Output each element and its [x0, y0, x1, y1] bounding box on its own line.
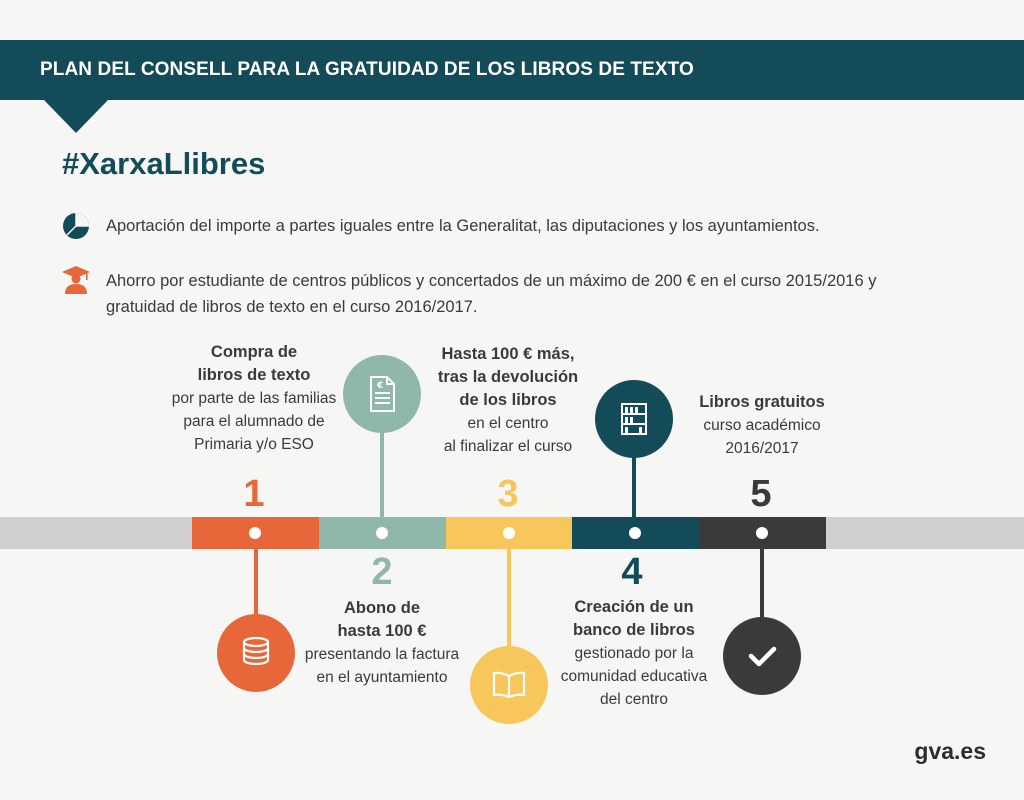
step-text-line: Creación de un [574, 598, 694, 616]
timeline-segment-3 [446, 517, 573, 549]
step-3-stem [507, 549, 511, 647]
step-text-line: Abono de [343, 599, 421, 617]
segment-dot [503, 527, 515, 539]
step-2-text [282, 597, 482, 689]
step-text-line: para el alumnado de [183, 413, 325, 430]
timeline-segment-4 [572, 517, 699, 549]
step-text-line: Libros gratuitos [699, 393, 825, 411]
step-text-line: en el ayuntamiento [316, 669, 448, 686]
segment-dot [629, 527, 641, 539]
gva-logo[interactable]: gva.es [914, 738, 986, 764]
timeline-segment-1 [192, 517, 319, 549]
step-5-text [662, 391, 862, 460]
step-text-line: en el centro [467, 415, 549, 432]
step-text-line: del centro [599, 691, 669, 708]
step-text-line: hasta 100 € [337, 622, 427, 640]
step-text-line: presentando la factura [304, 646, 460, 663]
hashtag-title: #XarxaLlibres [62, 146, 266, 181]
banner-title: PLAN DEL CONSELL PARA LA GRATUIDAD DE LOS LIBROS DE TEXTO [40, 59, 694, 80]
timeline-segment-2 [319, 517, 446, 549]
step-2-stem [380, 428, 384, 517]
step-text-line: banco de libros [573, 621, 695, 639]
step-text-line: comunidad educativa [560, 668, 708, 685]
bullet-line: Ahorro por estudiante de centros públicos y concertados de un máximo de 200 € en el curso 2015/2016 y [106, 272, 877, 290]
segment-dot [249, 527, 261, 539]
step-text-line: 2016/2017 [725, 440, 799, 457]
banner-notch [44, 100, 108, 133]
step-text-line: Primaria y/o ESO [194, 436, 314, 453]
step-1-text [154, 341, 354, 456]
bullet-line: gratuidad de libros de texto en el curso 2016/2017. [106, 298, 478, 316]
step-text-line: al finalizar el curso [443, 438, 573, 455]
svg-text:€: € [377, 381, 384, 391]
step-5-number: 5 [750, 473, 772, 515]
bullet-text-2 [106, 268, 876, 320]
step-2-number: 2 [371, 551, 393, 593]
bullet-text-1 [106, 213, 820, 239]
step-1-stem [254, 549, 258, 619]
segment-dot [756, 527, 768, 539]
step-5-stem [760, 549, 764, 623]
pie-chart-icon [61, 211, 91, 241]
step-text-line: curso académico [703, 417, 821, 434]
step-1-number: 1 [243, 473, 265, 515]
bullet-line: Aportación del importe a partes iguales entre la Generalitat, las diputaciones y los ayuntamientos. [106, 217, 820, 235]
graduate-icon [61, 264, 91, 294]
step-3-number: 3 [497, 473, 519, 515]
step-text-line: Hasta 100 € más, [441, 345, 575, 363]
step-3-text [408, 343, 608, 458]
step-4-text [534, 596, 734, 711]
checkmark-icon [723, 617, 801, 695]
step-4-number: 4 [621, 551, 643, 593]
step-text-line: gestionado por la [574, 645, 694, 662]
timeline-segment-5 [699, 517, 826, 549]
header-banner [0, 40, 1024, 100]
step-text-line: de los libros [459, 391, 557, 409]
step-text-line: por parte de las familias [171, 390, 337, 407]
segment-dot [376, 527, 388, 539]
step-text-line: Compra de [210, 343, 298, 361]
step-text-line: tras la devolución [437, 368, 579, 386]
step-text-line: libros de texto [197, 366, 311, 384]
